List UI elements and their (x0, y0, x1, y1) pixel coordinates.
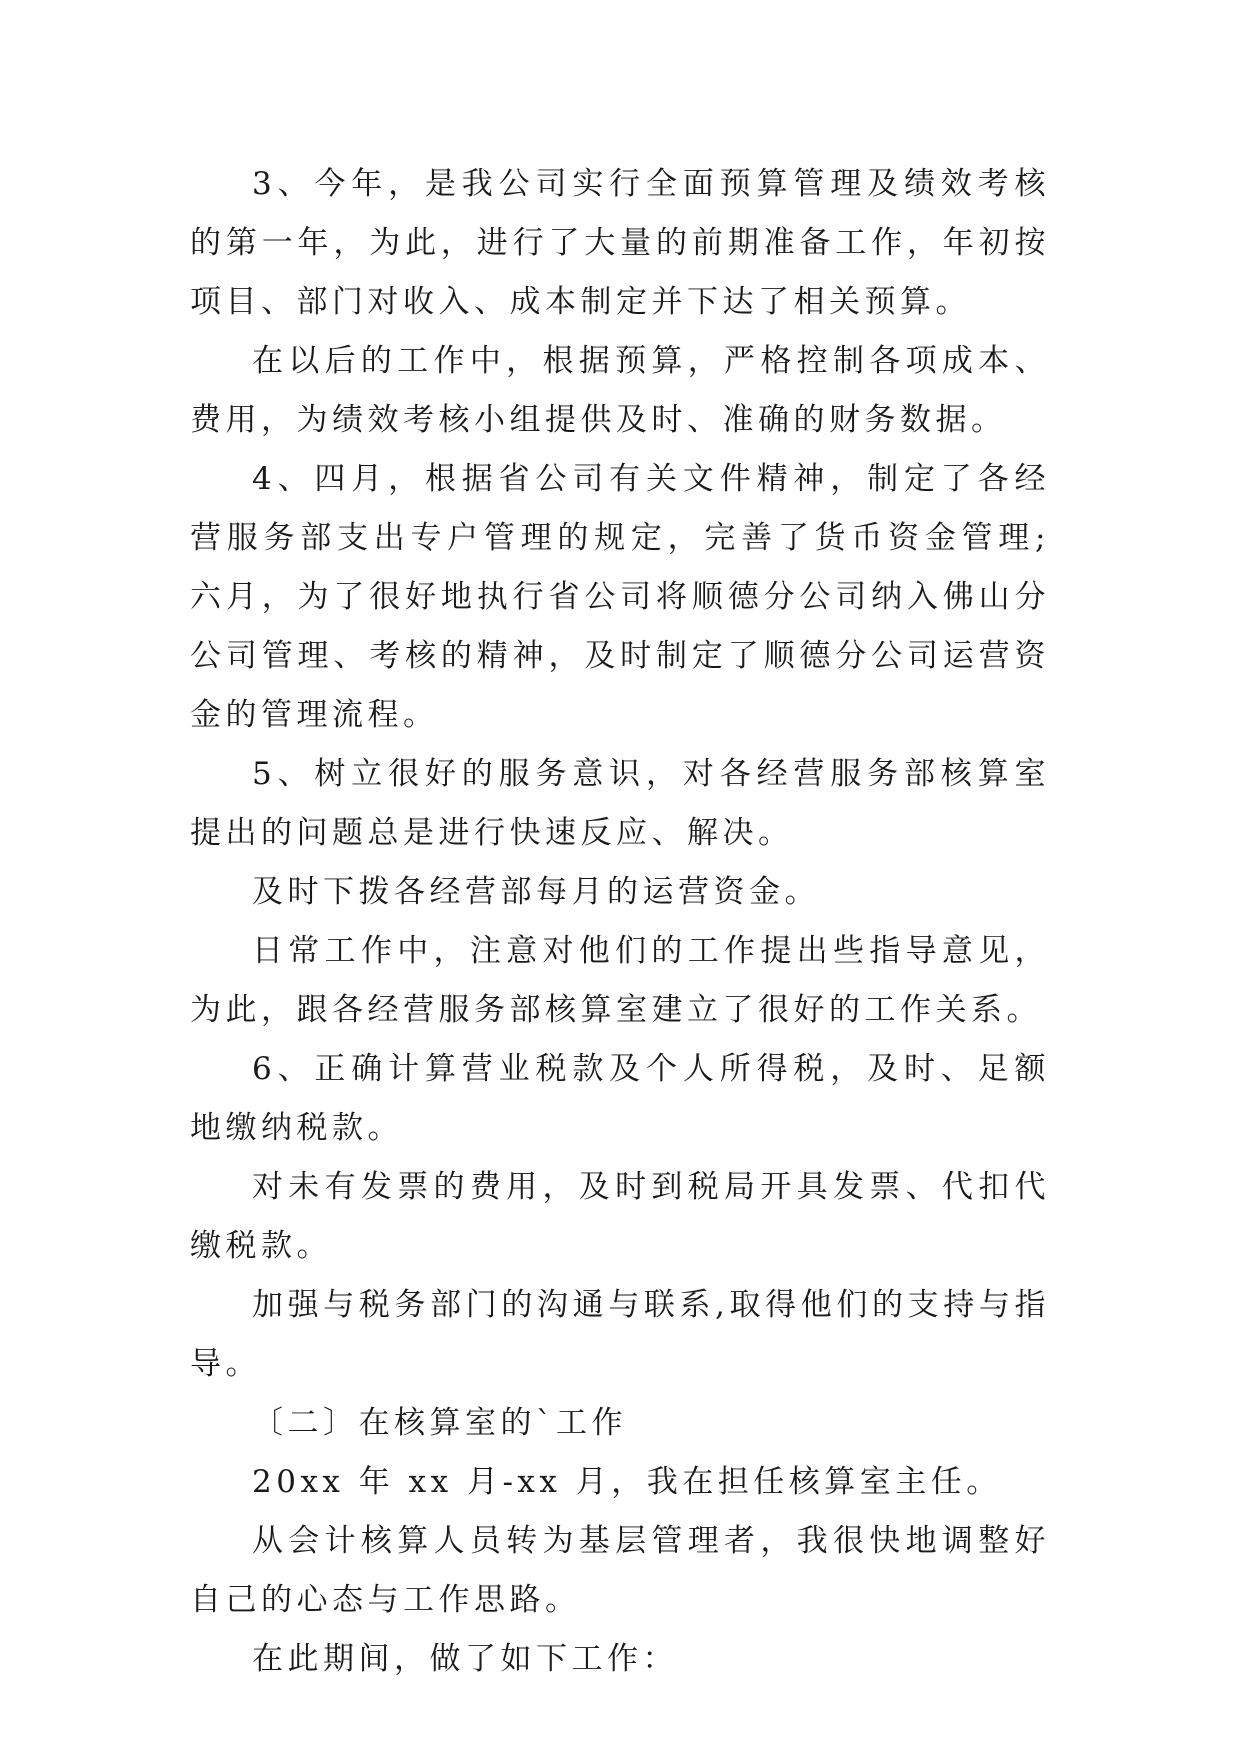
paragraph: 6、正确计算营业税款及个人所得税，及时、足额地缴纳税款。 (190, 1051, 1050, 1146)
section-heading: 〔二〕在核算室的`工作 (252, 1405, 627, 1441)
paragraph: 在此期间，做了如下工作： (252, 1641, 678, 1677)
paragraph: 及时下拨各经营部每月的运营资金。 (252, 874, 820, 910)
paragraph: 从会计核算人员转为基层管理者，我很快地调整好自己的心态与工作思路。 (190, 1523, 1050, 1618)
paragraph: 加强与税务部门的沟通与联系,取得他们的支持与指导。 (190, 1287, 1050, 1382)
paragraph: 5、树立很好的服务意识，对各经营服务部核算室提出的问题总是进行快速反应、解决。 (190, 756, 1050, 851)
paragraph: 20xx 年 xx 月-xx 月，我在担任核算室主任。 (252, 1464, 1002, 1500)
paragraph: 4、四月，根据省公司有关文件精神，制定了各经营服务部支出专户管理的规定，完善了货币资金管理;六月，为了很好地执行省公司将顺德分公司纳入佛山分公司管理、考核的精神，及时制定了顺德分公司运营资金的管理流程。 (190, 461, 1050, 733)
paragraph: 3、今年，是我公司实行全面预算管理及绩效考核的第一年，为此，进行了大量的前期准备工作，年初按项目、部门对收入、成本制定并下达了相关预算。 (190, 166, 1050, 320)
paragraph: 日常工作中，注意对他们的工作提出些指导意见，为此，跟各经营服务部核算室建立了很好的工作关系。 (190, 933, 1050, 1028)
paragraph: 在以后的工作中，根据预算，严格控制各项成本、费用，为绩效考核小组提供及时、准确的财务数据。 (190, 343, 1050, 438)
document-body (190, 155, 1050, 1689)
paragraph: 对未有发票的费用，及时到税局开具发票、代扣代缴税款。 (190, 1169, 1050, 1264)
